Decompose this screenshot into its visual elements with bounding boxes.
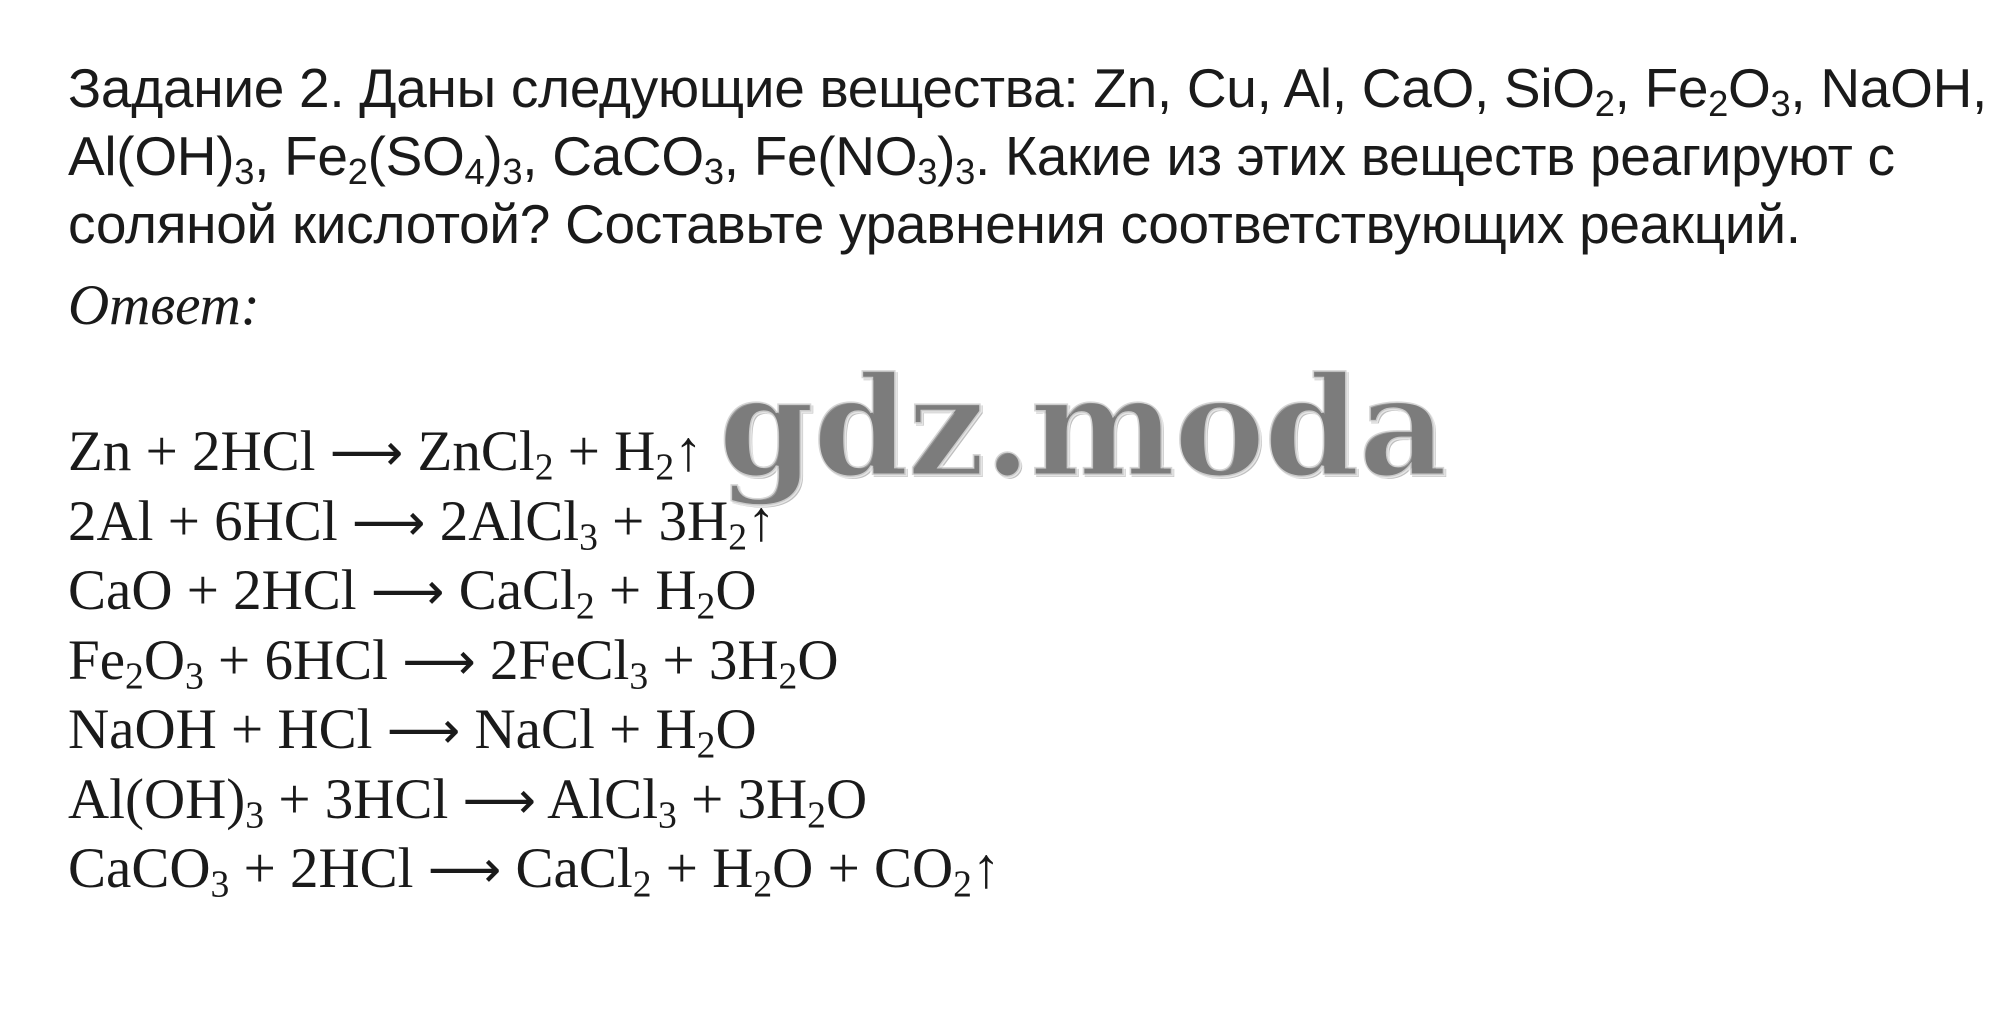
text-run: CaCl	[444, 559, 576, 622]
equation	[68, 488, 1000, 558]
watermark-logo: gdz.moda	[718, 345, 1446, 508]
subscript: 3	[579, 515, 598, 558]
subscript: 3	[917, 151, 938, 193]
text-run: + 3HCl	[264, 767, 463, 831]
subscript: 2	[1708, 83, 1729, 125]
text-run: ↑	[674, 420, 703, 483]
subscript: 3	[245, 793, 265, 836]
text-run: , CaCO	[522, 125, 704, 187]
text-run: NaCl + H	[460, 698, 697, 761]
text-run: , Fe(NO	[723, 125, 918, 187]
text-run: O	[825, 767, 868, 831]
subscript: 4	[464, 151, 485, 193]
subscript: 2	[347, 151, 368, 193]
equation	[68, 557, 1000, 627]
text-run: AlCl	[536, 767, 659, 831]
text-run: CaCO	[68, 837, 211, 900]
reaction-arrow: ⟶	[351, 492, 426, 553]
text-run: 2FeCl	[475, 628, 630, 692]
text-run: . Какие из этих веществ реагируют с	[975, 125, 1895, 187]
subscript: 2	[807, 793, 826, 836]
text-run: , NaOH,	[1790, 57, 1987, 119]
reaction-arrow: ⟶	[462, 770, 537, 831]
subscript: 2	[753, 863, 773, 906]
subscript: 2	[575, 585, 595, 628]
subscript: 3	[658, 793, 677, 836]
equation	[68, 696, 1000, 766]
text-run: Al(OH)	[68, 125, 235, 187]
subscript: 2	[778, 654, 798, 697]
subscript: 3	[629, 654, 649, 697]
subscript: 2	[696, 585, 716, 628]
text-run: )	[484, 125, 503, 187]
text-run: ↑	[971, 837, 1001, 900]
text-run: + 6HCl	[203, 628, 403, 692]
reaction-arrow: ⟶	[427, 840, 502, 900]
subscript: 2	[953, 863, 972, 906]
text-run: O	[715, 698, 757, 761]
equation	[68, 766, 1000, 836]
subscript: 3	[703, 151, 724, 193]
text-run: + 2HCl	[229, 837, 428, 900]
text-run: + 3H	[648, 628, 779, 692]
text-run: 2AlCl	[425, 489, 580, 553]
subscript: 2	[125, 654, 144, 697]
subscript: 3	[184, 654, 204, 697]
text-run: Zn + 2HCl	[68, 420, 330, 483]
text-run: + H	[553, 420, 656, 483]
text-run: O	[715, 559, 757, 622]
subscript: 3	[502, 151, 523, 193]
text-run: Задание 2. Даны следующие вещества: Zn, Cu, Al, CaO, SiO	[68, 57, 1595, 119]
text-run: ↑	[747, 489, 776, 553]
text-run: + 3H	[597, 489, 729, 553]
subscript: 3	[210, 863, 230, 906]
answer-label: Ответ:	[68, 274, 260, 337]
subscript: 3	[955, 151, 975, 193]
subscript: 2	[1594, 83, 1615, 125]
text-run: соляной кислотой? Составьте уравнения соответствующих реакций.	[68, 193, 1801, 255]
task-line	[68, 190, 1968, 258]
reaction-arrow: ⟶	[329, 423, 404, 483]
text-run: O	[1728, 57, 1771, 119]
text-run: ZnCl	[403, 420, 535, 483]
task-line	[68, 122, 1968, 193]
text-run: + H	[594, 559, 697, 622]
text-run: Fe	[68, 628, 125, 692]
text-run: O + CO	[772, 837, 954, 900]
reaction-arrow: ⟶	[370, 562, 445, 622]
text-run: + 3H	[676, 767, 808, 831]
text-run: CaCl	[501, 837, 633, 900]
reaction-arrow: ⟶	[402, 631, 476, 692]
subscript: 2	[632, 863, 652, 906]
equation	[68, 627, 1000, 697]
subscript: 3	[234, 151, 255, 193]
equation-list	[68, 418, 1000, 905]
text-run: NaOH + HCl	[68, 698, 387, 761]
subscript: 2	[696, 724, 716, 767]
text-run: Al(OH)	[68, 767, 246, 831]
text-run: + H	[651, 837, 754, 900]
text-run: , Fe	[254, 125, 348, 187]
subscript: 2	[655, 446, 675, 489]
text-run: 2Al + 6HCl	[68, 489, 352, 553]
reaction-arrow: ⟶	[386, 701, 461, 761]
text-run: (SO	[367, 125, 465, 187]
task-text	[68, 54, 1987, 258]
text-run: O	[143, 628, 185, 692]
task-line	[68, 54, 1987, 125]
subscript: 3	[1770, 83, 1791, 125]
text-run: )	[937, 125, 956, 187]
text-run: CaO + 2HCl	[68, 559, 371, 622]
equation	[68, 835, 1000, 905]
subscript: 2	[534, 446, 554, 489]
text-run: O	[797, 628, 839, 692]
equation	[68, 418, 1000, 488]
text-run: , Fe	[1614, 57, 1709, 119]
subscript: 2	[728, 515, 748, 558]
